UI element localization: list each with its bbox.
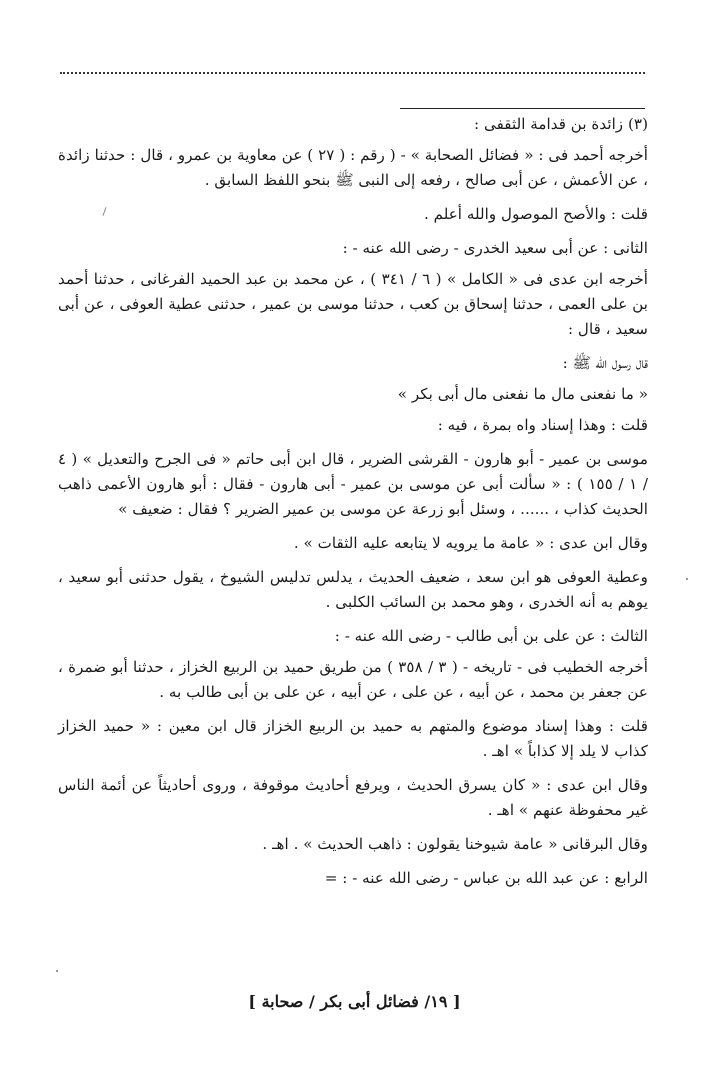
footnote-body <box>58 112 648 900</box>
section-heading: الرابع : عن عبد الله بن عباس - رضى الله عنه - : = <box>324 869 648 887</box>
paragraph: وقال ابن عدى : « عامة ما يرويه لا يتابعه عليه الثقات » . <box>293 534 648 552</box>
hadith-quote: « ما نفعنى مال ما نفعنى مال أبى بكر » <box>397 385 648 403</box>
paragraph: موسى بن عمير - أبو هارون - القرشى الضرير ، قال ابن أبى حاتم « فى الجرح والتعديل » ( ٤ / ١ / ١٥٥ ) : « سألت أبى عن موسى بن عمير - أبى هارون - فقال : أبو هارون الأعمى ذاهب الحديث كذاب ، ...... ، وسئل أبو زرعة عن موسى بن عمير الضرير ؟ فقال : ضعيف » <box>58 450 648 518</box>
footnote-heading: (٣) زائدة بن قدامة الثقفى : <box>474 115 648 133</box>
section-heading: الثانى : عن أبى سعيد الخدرى - رضى الله عنه - : <box>342 239 648 257</box>
scan-speck <box>56 970 58 972</box>
paragraph: وعطية العوفى هو ابن سعد ، ضعيف الحديث ، يدلس تدليس الشيوخ ، يقول حدثنى أبو سعيد ، يوهم به أنه الخدرى ، وهو محمد بن السائب الكلبى . <box>58 568 648 611</box>
paragraph: أخرجه أحمد فى : « فضائل الصحابة » - ( رقم : ( ٢٧ ) عن معاوية بن عمرو ، قال : حدثنا زائدة ، عن الأعمش ، عن أبى صالح ، رفعه إلى النبى ﷺ بنحو اللفظ السابق . <box>58 146 648 189</box>
dotted-separator <box>60 72 645 74</box>
paragraph: قلت : وهذا إسناد موضوع والمتهم به حميد بن الربيع الخزاز قال ابن معين : « حميد الخزاز كذاب لا يلد إلا كذاباً » اهـ . <box>58 717 648 760</box>
paragraph: قلت : وهذا إسناد واه بمرة ، فيه : <box>437 416 648 434</box>
scan-speck <box>686 578 688 580</box>
paragraph: قال رسول الله ﷺ : <box>562 354 648 372</box>
paragraph: وقال البرقانى « عامة شيوخنا يقولون : ذاهب الحديث » . اهـ . <box>262 835 648 853</box>
section-heading: الثالث : عن على بن أبى طالب - رضى الله عنه - : <box>334 627 648 645</box>
paragraph: قلت : والأصح الموصول والله أعلم . <box>423 205 648 223</box>
paragraph: وقال ابن عدى : « كان يسرق الحديث ، ويرفع أحاديث موقوفة ، وروى أحاديثاً عن أئمة الناس غير محفوظة عنهم » اهـ . <box>58 776 648 819</box>
paragraph: أخرجه الخطيب فى - تاريخه - ( ٣ / ٣٥٨ ) من طريق حميد بن الربيع الخزاز ، حدثنا أبو ضمرة ، عن جعفر بن محمد ، عن أبيه ، عن على ، عن أبيه ، عن على بن أبى طالب به . <box>58 658 649 701</box>
paragraph: أخرجه ابن عدى فى « الكامل » ( ٦ / ٣٤١ ) ، عن محمد بن عبد الحميد الفرغانى ، حدثنا أحمد بن على العمى ، حدثنا إسحاق بن كعب ، حدثنا موسى بن عمير ، حدثنى عطية العوفى ، عن أبى سعيد ، قال : <box>58 270 648 338</box>
page-footer: [ ١٩/ فضائل أبى بكر / صحابة ] <box>248 992 461 1011</box>
footnote-rule <box>400 108 645 109</box>
